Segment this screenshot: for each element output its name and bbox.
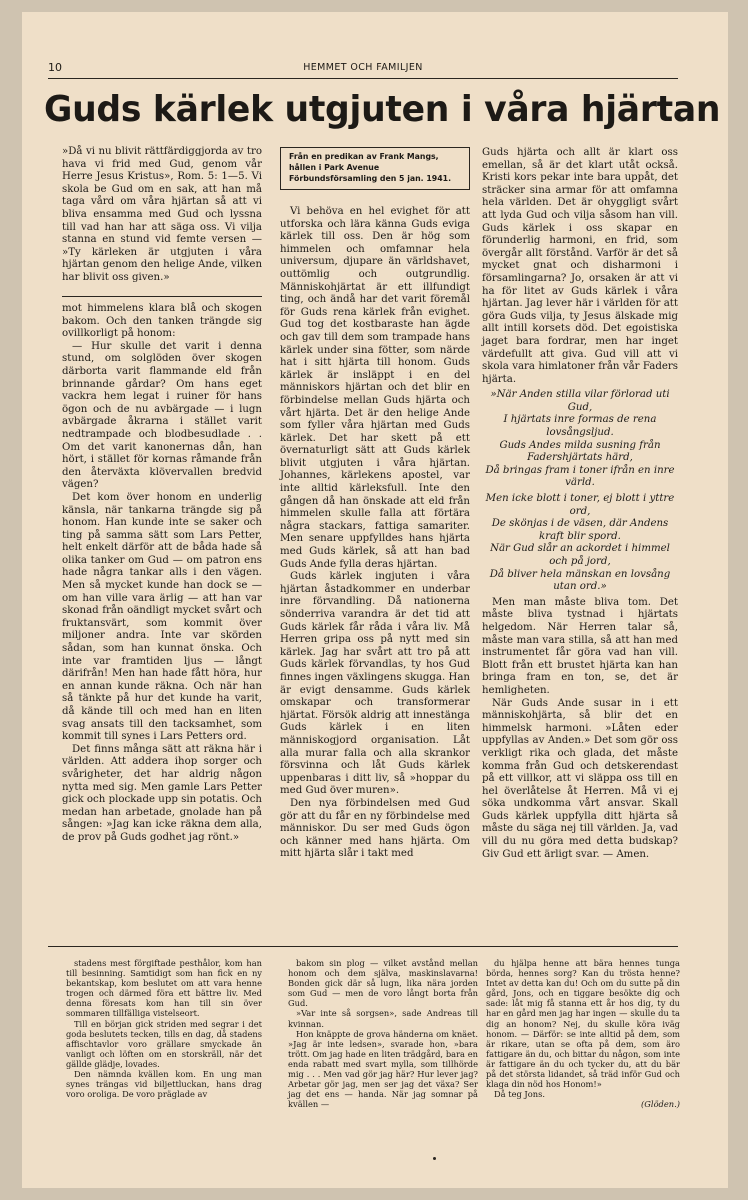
paragraph: mot himmelens klara blå och skogen bakom. Och den tanken trängde sig ovillkorligt på honom:: [62, 303, 262, 340]
ink-dot: [433, 1157, 436, 1160]
paragraph: Till en början gick striden med segrar i det goda beslutets tecken, tills en dag, då stadens affischtavlor voro grällare smyckade än vanligt och löften om en storskräll, när det gällde glädje, lovades.: [66, 1018, 262, 1069]
paragraph: Det finns många sätt att räkna här i världen. Att addera ihop sorger och svårigheter, det har aldrig någon nytta med sig. Men gamle Lars Petter gick och plockade upp sin potatis. Och medan han arbetade, gnolade han på sången: »Jag kan icke räkna dem alla, de prov på Guds godhet jag rönt.»: [62, 743, 262, 843]
poem-stanza-2: [482, 493, 678, 594]
paragraph: Guds hjärta och allt är klart oss emellan, så är det klart utåt också. Kristi kors pekar inte bara uppåt, det sträcker sina armar för att omfamna hela världen. Det är ohyggligt svårt att lyda Gud och vilja såsom han vill. Guds kärlek i oss skapar en förunderlig harmoni, en frid, som övergår allt förstånd. Varför är det så mycket gnat och disharmoni i församlingarna? Jo, orsaken är att vi ha för litet av Guds kärlek i våra hjärtan. Jag lever här i världen för att göra Guds vilja, ty Jesus älskade mig allt intill korsets död. Det egoistiska jaget bara fordrar, men har inget värdefullt att giva. Gud vill att vi skola vara himlatoner från vår Faders hjärta.: [482, 147, 678, 385]
column-1: [62, 303, 262, 845]
bottom-column-3: [486, 958, 680, 1109]
paragraph: du hjälpa henne att bära hennes tunga börda, hennes sorg? Kan du trösta henne? Intet av detta kan du! Och om du sutte på din gård, Jons, och en tiggare besökte dig och sade: låt mig få stanna ett år hos dig, ty du har en gård men jag har ingen — skulle du ta dig an honom? Nej, du skulle köra iväg honom. — Därför: se inte alltid på dem, som är rikare, utan se ofta på dem, som äro fattigare än du, och bittar du någon, som inte är fattigare än du och tycker du, att du bär på det största lidandet, så träd inför Gud och klaga din nöd hos Honom!»: [486, 958, 680, 1090]
section-divider: [48, 946, 678, 947]
paragraph: — Hur skulle det varit i denna stund, om solglöden över skogen därborta varit flammande eld från brinnande gårdar? Om hans eget vackra hem legat i ruiner för hans ögon och de nu avbärgade — i lugn avbärgade åkrarna i stället varit nedtrampade och blodbesudlade . . Om det varit kanonernas dån, han hört, i stället för kornas råmande från den återväxta klövervallen bredvid vägen?: [62, 340, 262, 491]
poem-line: Men icke blott i toner, ej blott i yttre ord,: [485, 493, 675, 517]
paragraph: Det kom över honom en underlig känsla, när tankarna trängde sig på honom. Han kunde inte se saker och ting på samma sätt som Lars Petter, helt enkelt därför att de båda hade så olika tanker om Gud — om patron ens hade några tankar alls i den vägen. Men så mycket kunde han dock se — om han ville vara ärlig — att han var skonad från oändligt mycket svårt och fruktansvärt, som kommit över miljoner andra. Inte var skörden sådan, som han kunnat önska. Och inte var framtiden ljus — långt därifrån! Men han hade fått höra, hur en annan kunde räkna. Och när han så tänkte på hur det kunde ha varit, då kände till och med han en liten svag ansats till den tacksamhet, som kommit till synes i Lars Petters ord.: [62, 491, 262, 743]
paragraph: Men man måste bliva tom. Det måste bliva tystnad i hjärtats helgedom. När Herren talar så, måste man vara stilla, så att han med instrumentet får göra vad han vill. Blott från ett brustet hjärta kan han bringa fram en ton, se, det är hemligheten.: [482, 596, 678, 696]
article-headline: Guds kärlek utgjuten i våra hjärtan: [44, 89, 721, 130]
paragraph: När Guds Ande susar in i ett människohjärta, så blir det en himmelsk harmoni. »Låten eder uppfyllas av Anden.» Det som gör oss verkligt rika och glada, det måste komma från Gud och detskerendast på ett villkor, att vi släppa oss till en hel överlåtelse åt Herren. Må vi ej söka undkomma vårt ansvar. Skall Guds kärlek uppfylla ditt hjärta så måste du säga nej till världen. Ja, vad vill du nu göra med detta budskap? Giv Gud ett ärligt svar. — Amen.: [482, 697, 678, 860]
paragraph: stadens mest förgiftade pesthålor, kom han till besinning. Samtidigt som han fick en ny bekantskap, kom beslutet om att vara henne trogen och därmed föra ett bättre liv. Med denna föresats kom han till sin över sommaren tillfälliga vistelseort.: [66, 958, 262, 1019]
paragraph: bakom sin plog — vilket avstånd mellan honom och dem själva, maskinslavarna! Bonden gick där så lugn, lika nära jorden som Gud — men de voro långt borta från Gud.: [288, 958, 478, 1009]
poem-line: De skönjas i de väsen, där Andens kraft blir spord.: [491, 518, 669, 542]
running-head: HEMMET OCH FAMILJEN: [303, 62, 423, 73]
bottom-column-1: [66, 958, 262, 1099]
poem-stanza-1: [482, 389, 678, 490]
paragraph: Den nämnda kvällen kom. En ung man synes trängas vid biljettluckan, hans drag voro oroliga. De voro präglade av: [66, 1069, 262, 1100]
poem-line: »När Anden stilla vilar förlorad uti Gud,: [490, 389, 670, 413]
page-number: 10: [48, 61, 62, 74]
article-intro: [62, 146, 262, 285]
source-signature: (Glöden.): [641, 1099, 680, 1110]
poem-line: När Gud slår an ackordet i himmel och på jord,: [490, 543, 670, 567]
poem-line: Då bringas fram i toner ifrån en inre värld.: [485, 464, 675, 489]
paragraph: Då teg Jons.: [494, 1089, 545, 1100]
bottom-column-2: [288, 958, 478, 1109]
intro-divider: [62, 296, 262, 297]
paragraph: Guds kärlek ingjuten i våra hjärtan åstadkommer en underbar inre förvandling. Då nationerna sönderriva varandra är det tid att Guds kärlek får råda i våra liv. Må Herren gripa oss på nytt med sin kärlek. Jag har svårt att tro på att Guds kärlek förvandlas, ty hos Gud finnes ingen växlingens skugga. Han är evigt densamme. Guds kärlek omskapar och transformerar hjärtat. Försök aldrig att innestänga Guds kärlek i en liten människogjord organisation. Låt alla murar falla och alla skrankor försvinna och låt Guds kärlek uppenbaras i ditt liv, så »hoppar du med Gud över muren».: [280, 571, 470, 797]
poem-line: Guds Andes milda susning från Fadershjärtats härd,: [499, 439, 661, 464]
paragraph: Hon knäppte de grova händerna om knäet. »Jag är inte ledsen», svarade hon, »bara trött. Om jag hade en liten trädgård, bara en enda rabatt med svart mylla, som tillhörde mig . . . Men vad gör jag här? Hur lever jag? Arbetar gör jag, men ser jag det växa? Ser jag det ens — handa. När jag somnar på kvällen —: [288, 1028, 478, 1110]
paragraph: Vi behöva en hel evighet för att utforska och lära känna Guds eviga kärlek till oss. Den är hög som himmelen och omfamnar hela universum, djupare än världshavet, outtömlig och outgrundlig. Människohjärtat är ett illfundigt ting, och ändå har det varit föremål för Guds rena kärlek från evighet. Gud tog det kostbaraste han ägde och gav till dem som trampade hans kärlek under sina fötter, som närde hat i sitt hjärta till honom. Guds kärlek är insläppt i en del människors hjärtan och det blir en förbindelse mellan Guds hjärta och vårt hjärta. Det är den helige Ande som fyller våra hjärtan med Guds kärlek. Det har skett på ett övernaturligt sätt att Guds kärlek blivit utgjuten i våra hjärtan. Johannes, kärlekens apostel, var inte alltid kärleksfull. Inte den gången då han önskade att eld från himmelen skulle falla att förtära några stackars, fattiga samariter. Men senare uppfylldes hans hjärta med Guds kärlek, så att han bad Guds Ande fylla deras hjärtan.: [280, 206, 470, 570]
poem-line: Då bliver hela mänskan en lovsång utan ord.»: [489, 568, 671, 593]
column-2: [280, 206, 470, 861]
paragraph: Den nya förbindelsen med Gud gör att du får en ny förbindelse med människor. Du ser med Guds ögon och känner med hans hjärta. Om mitt hjärta slår i takt med: [280, 797, 470, 860]
column-3: [482, 147, 678, 861]
page-header: [48, 60, 678, 79]
intro-paragraph: »Då vi nu blivit rättfärdiggjorda av tro hava vi frid med Gud, genom vår Herre Jesus Kristus», Rom. 5: 1—5. Vi skola be Gud om en sak, att han må taga vård om våra hjärtan så att vi bliva ensamma med Gud och lyssna till vad han har att säga oss. Vi vilja stanna en stund vid femte versen — »Ty kärleken är utgjuten i våra hjärtan genom den helige Ande, vilken har blivit oss given.»: [62, 146, 262, 283]
poem-line: I hjärtats inre formas de rena lovsångsljud.: [503, 414, 657, 439]
source-note-box: Från en predikan av Frank Mangs, hållen i Park Avenue Förbundsförsamling den 5 jan. 1941.: [280, 147, 470, 190]
paragraph: »Var inte så sorgsen», sade Andreas till kvinnan.: [288, 1008, 478, 1029]
